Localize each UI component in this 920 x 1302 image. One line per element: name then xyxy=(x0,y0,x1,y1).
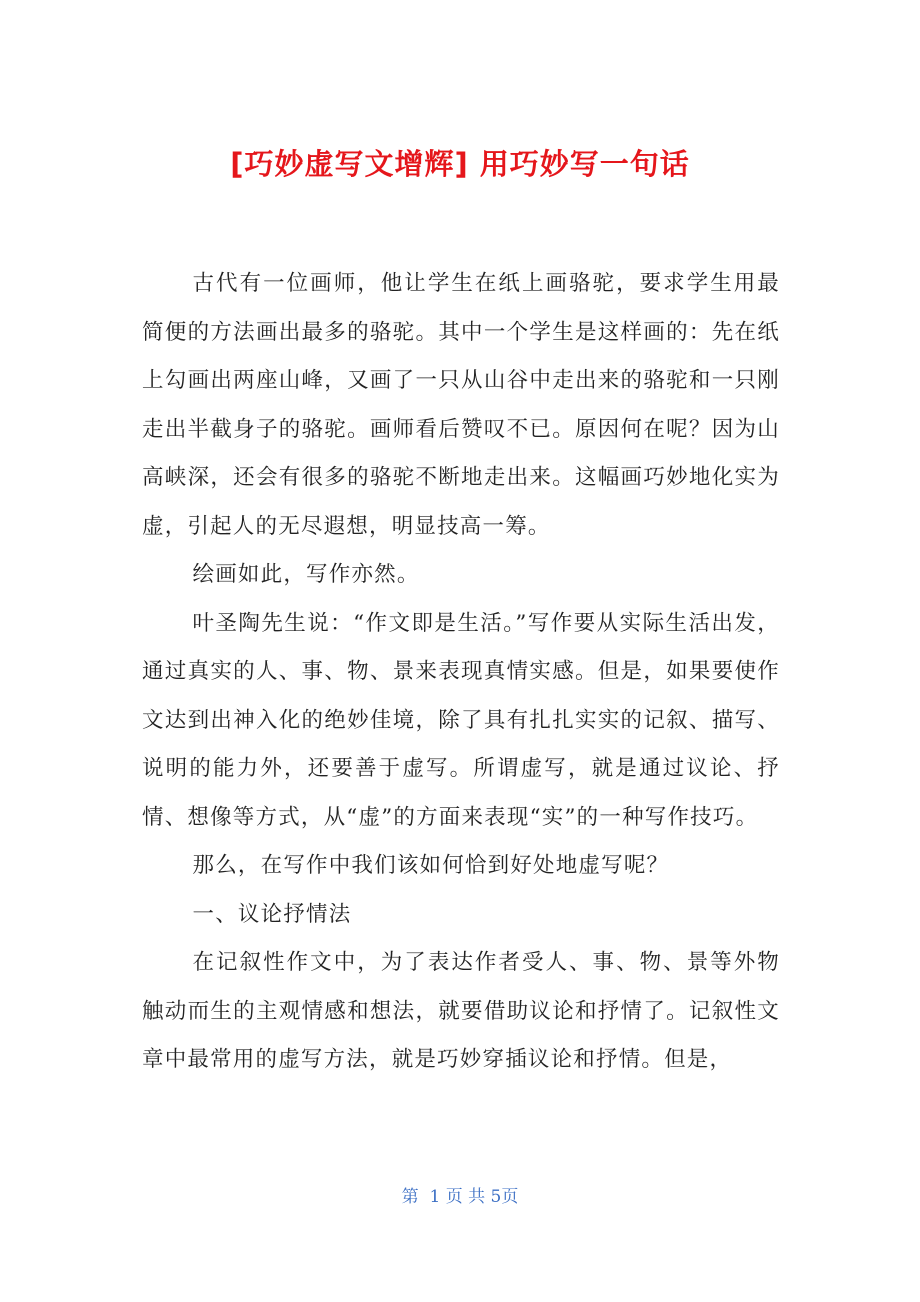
section-heading: 一、议论抒情法 xyxy=(192,901,352,927)
paragraph: 古代有一位画师，他让学生在纸上画骆驼，要求学生用最简便的方法画出最多的骆驼。其中一个学生是这样画的：先在纸上勾画出两座山峰，又画了一只从山谷中走出来的骆驼和一只刚走出半截身子的骆驼。画师看后赞叹不已。原因何在呢？因为山高峡深，还会有很多的骆驼不断地走出来。这幅画巧妙地化实为虚，引起人的无尽遐想，明显技高一筹。 xyxy=(142,271,780,539)
page-number-footer: 第 1 页 共 5页 xyxy=(401,1187,519,1207)
document-body xyxy=(142,260,780,1085)
paragraph: 绘画如此，写作亦然。 xyxy=(192,562,420,587)
paragraph: 那么，在写作中我们该如何恰到好处地虚写呢？ xyxy=(192,853,670,878)
document-title: [巧妙虚写文增辉] 用巧妙写一句话 xyxy=(230,147,690,181)
paragraph: 叶圣陶先生说：“作文即是生活。”写作要从实际生活出发，通过真实的人、事、物、景来表现真情实感。但是，如果要使作文达到出神入化的绝妙佳境，除了具有扎扎实实的记叙、描写、说明的能力外，还要善于虚写。所谓虚写，就是通过议论、抒情、想像等方式，从“虚”的方面来表现“实”的一种写作技巧。 xyxy=(142,610,780,830)
paragraph: 在记叙性作文中，为了表达作者受人、事、物、景等外物触动而生的主观情感和想法，就要借助议论和抒情了。记叙性文章中最常用的虚写方法，就是巧妙穿插议论和抒情。但是， xyxy=(142,950,780,1072)
